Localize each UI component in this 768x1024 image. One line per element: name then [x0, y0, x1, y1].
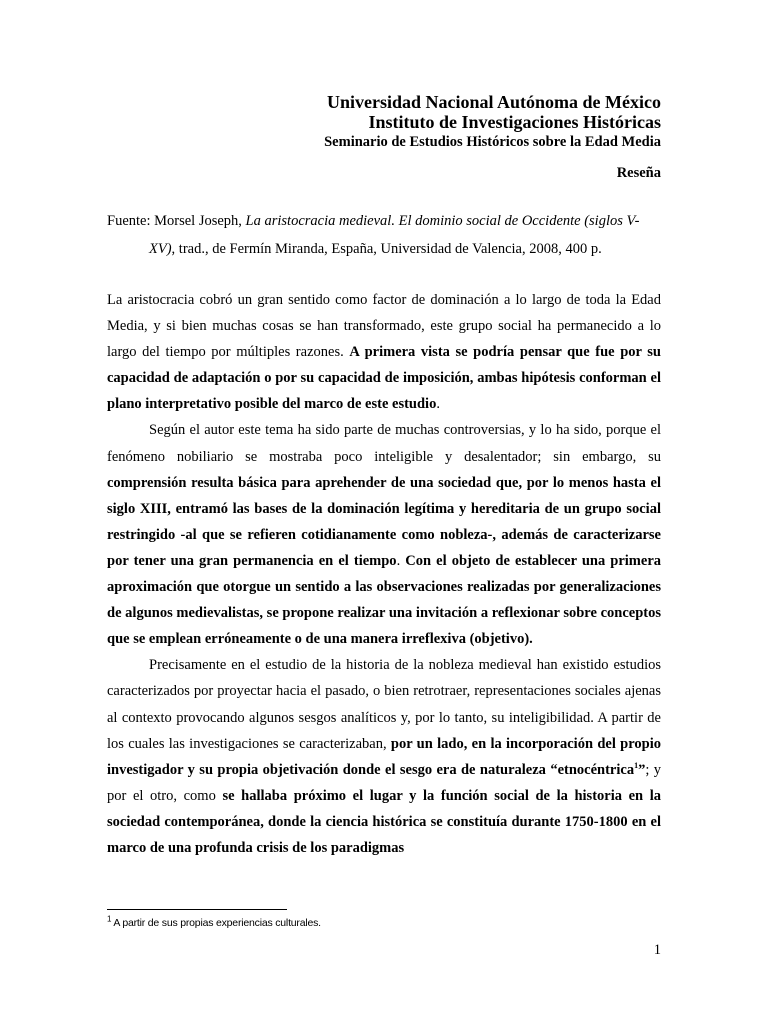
footnote-text: A partir de sus propias experiencias culturales. — [111, 917, 321, 929]
document-type: Reseña — [616, 165, 661, 181]
page-number: 1 — [653, 942, 661, 958]
footnote-number: 1 — [107, 914, 112, 924]
p1-bold-1: A primera vista se podría pensar que fue por su capacidad de adaptación o por su capacidad de imposición, ambas hipótesis conforman el plano interpretativo posible del marco de este estudio — [107, 344, 661, 413]
p2-text-2: . — [396, 552, 406, 569]
footnote-reference[interactable]: 1 — [634, 760, 639, 770]
institute-name: Instituto de Investigaciones Históricas — [368, 112, 661, 132]
p3-bold-1: por un lado, en la incorporación del propio investigador y su propia objetivación donde el sesgo era de naturaleza “etnocéntrica — [107, 735, 661, 778]
p3-text-2: ; y por el otro, como — [107, 761, 662, 804]
p3-text-1: Precisamente en el estudio de la historia de la nobleza medieval han existido estudios caracterizados por proyectar hacia el pasado, o bien retrotraer, representaciones sociales ajenas al contexto provocando algunos sesgos analíticos y, por lo tanto, su inteligibilidad. A partir de los cuales las investigaciones se caracterizaban, — [107, 657, 661, 752]
paragraph-1 — [107, 287, 661, 417]
p1-text-1: La aristocracia cobró un gran sentido como factor de dominación a lo largo de toda la Edad Media, y si bien muchas cosas se han transformado, este grupo social ha permanecido a lo largo del tiempo por múltiples razones. — [107, 292, 661, 361]
paragraph-3 — [107, 652, 661, 861]
p1-text-2: . — [436, 396, 440, 413]
p2-bold-2: Con el objeto de establecer una primera aproximación que otorgue un sentido a las observaciones realizadas por generalizaciones de algunos medievalistas, se propone realizar una invitación a reflexionar sobre conceptos que se emplean erróneamente o de una manera irreflexiva (objetivo). — [107, 552, 662, 648]
book-title-line1: La aristocracia medieval. El dominio social de Occidente (siglos V- — [245, 213, 640, 229]
book-title-line2: XV) — [149, 241, 172, 257]
paragraph-2 — [107, 417, 661, 652]
source-citation — [107, 207, 661, 263]
seminar-name: Seminario de Estudios Históricos sobre la Edad Media — [324, 134, 661, 150]
p2-bold-1: comprensión resulta básica para aprehender de una sociedad que, por lo menos hasta el siglo XIII, entramó las bases de la dominación legítima y hereditaria de un grupo social restringido -al que se refieren cotidianamente como nobleza-, además de caracterizarse por tener una gran permanencia en el tiempo — [107, 474, 661, 569]
review-body — [107, 287, 661, 861]
footnote-separator — [107, 909, 287, 910]
source-suffix: , trad., de Fermín Miranda, España, Universidad de Valencia, 2008, 400 p. — [171, 241, 602, 257]
p2-text-1: Según el autor este tema ha sido parte de muchas controversias, y lo ha sido, porque el fenómeno nobiliario se mostraba poco inteligible y desalentador; sin embargo, su — [107, 422, 661, 465]
footnote — [107, 914, 321, 929]
p3-bold-2: se hallaba próximo el lugar y la función social de la historia en la sociedad contemporánea, donde la ciencia histórica se constituía durante 1750-1800 en el marco de una profunda crisis de los paradigmas — [107, 787, 661, 856]
university-name: Universidad Nacional Autónoma de México — [326, 92, 661, 112]
p3-bold-1-end: ” — [638, 761, 646, 778]
source-prefix: Fuente: Morsel Joseph, — [107, 213, 246, 229]
